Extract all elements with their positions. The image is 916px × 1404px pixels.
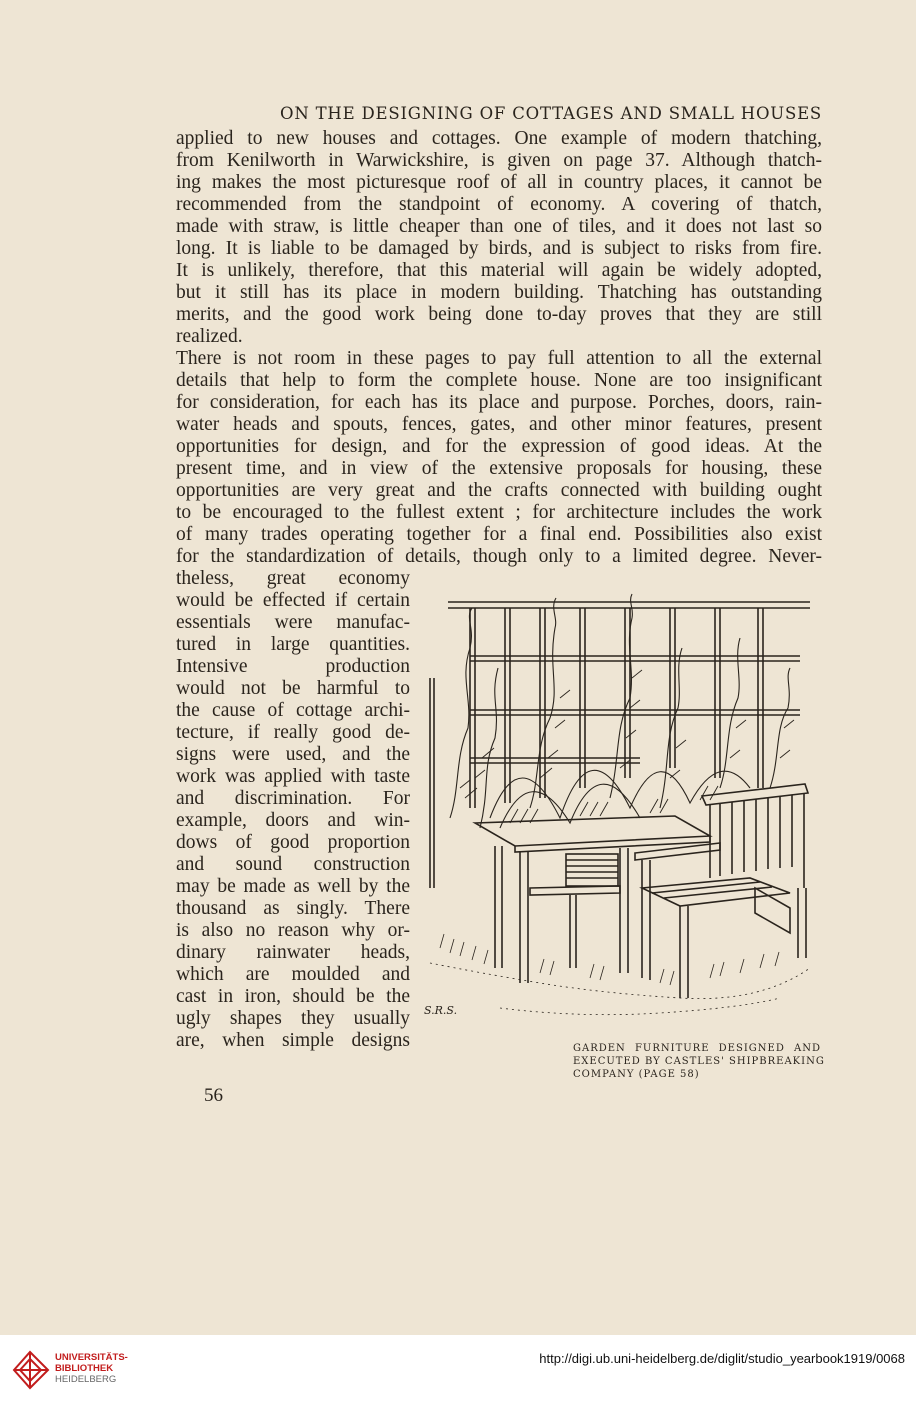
- figure-caption: [573, 1042, 825, 1081]
- text-line: There is not room in these pages to pay full attention to all the external: [176, 348, 822, 369]
- text-line: cast in iron, should be the: [176, 986, 410, 1007]
- text-line: long. It is liable to be damaged by birds, and is subject to risks from fire.: [176, 238, 822, 259]
- page-number: 56: [204, 1085, 223, 1106]
- text-line: from Kenilworth in Warwickshire, is given on page 37. Although thatch-: [176, 150, 822, 171]
- text-line: may be made as well by the: [176, 876, 410, 897]
- text-line: essentials were manufac-: [176, 612, 410, 633]
- text-line: tured in large quantities.: [176, 634, 410, 655]
- text-line: of many trades operating together for a final end. Possibilities also exist: [176, 524, 822, 545]
- text-line: dows of good proportion: [176, 832, 410, 853]
- caption-line: EXECUTED BY CASTLES' SHIPBREAKING: [573, 1056, 825, 1067]
- text-line: for the standardization of details, though only to a limited degree. Never-: [176, 546, 822, 567]
- text-line: thousand as singly. There: [176, 898, 410, 919]
- text-line: dinary rainwater heads,: [176, 942, 410, 963]
- text-line: ing makes the most picturesque roof of all in country places, it cannot be: [176, 172, 822, 193]
- text-line: opportunities for design, and for the expression of good ideas. At the: [176, 436, 822, 457]
- text-line: merits, and the good work being done to-day proves that they are still: [176, 304, 822, 325]
- library-name-line1: UNIVERSITÄTS-: [55, 1352, 128, 1363]
- text-line: Intensive production: [176, 656, 410, 677]
- text-line: but it still has its place in modern building. Thatching has outstanding: [176, 282, 822, 303]
- text-line: tecture, if really good de-: [176, 722, 410, 743]
- text-line: made with straw, is little cheaper than one of tiles, and it does not last so: [176, 216, 822, 237]
- caption-line: GARDEN FURNITURE DESIGNED AND: [573, 1043, 821, 1054]
- trellis: [430, 602, 810, 888]
- text-line: opportunities are very great and the crafts connected with building ought: [176, 480, 822, 501]
- library-name-line2: BIBLIOTHEK: [55, 1363, 114, 1374]
- text-line: for consideration, for each has its place and purpose. Porches, doors, rain-: [176, 392, 822, 413]
- library-name: [55, 1352, 128, 1385]
- library-logo-icon: [10, 1346, 52, 1392]
- text-line: is also no reason why or-: [176, 920, 410, 941]
- text-line: which are moulded and: [176, 964, 410, 985]
- running-head: ON THE DESIGNING OF COTTAGES AND SMALL HOUSES: [280, 104, 823, 123]
- text-line: present time, and in view of the extensive proposals for housing, these: [176, 458, 822, 479]
- text-line: ugly shapes they usually: [176, 1008, 410, 1029]
- text-line: are, when simple designs: [176, 1030, 410, 1051]
- foliage: [450, 594, 790, 828]
- text-line: It is unlikely, therefore, that this material will again be widely adopted,: [176, 260, 822, 281]
- text-line: would not be harmful to: [176, 678, 410, 699]
- text-line: theless, great economy: [176, 568, 410, 589]
- garden-furniture-illustration: [420, 588, 820, 1028]
- library-name-line3: HEIDELBERG: [55, 1374, 117, 1385]
- text-line: example, doors and win-: [176, 810, 410, 831]
- text-line: work was applied with taste: [176, 766, 410, 787]
- text-line: and discrimination. For: [176, 788, 410, 809]
- illustrator-signature: S.R.S.: [424, 1004, 458, 1017]
- text-line: would be effected if certain: [176, 590, 410, 611]
- caption-line: COMPANY (PAGE 58): [573, 1069, 700, 1080]
- text-line: to be encouraged to the fullest extent ; for architecture includes the work: [176, 502, 822, 523]
- text-line: details that help to form the complete house. None are too insignificant: [176, 370, 822, 391]
- text-line: water heads and spouts, fences, gates, and other minor features, present: [176, 414, 822, 435]
- text-line: and sound construction: [176, 854, 410, 875]
- library-footer: [0, 1335, 916, 1404]
- text-line: the cause of cottage archi-: [176, 700, 410, 721]
- text-line: applied to new houses and cottages. One example of modern thatching,: [176, 128, 822, 149]
- text-line: realized.: [176, 326, 243, 347]
- text-line: recommended from the standpoint of economy. A covering of thatch,: [176, 194, 822, 215]
- text-line: signs were used, and the: [176, 744, 410, 765]
- permalink-url[interactable]: http://digi.ub.uni-heidelberg.de/diglit/studio_yearbook1919/0068: [539, 1351, 905, 1366]
- garden-table: [475, 816, 710, 983]
